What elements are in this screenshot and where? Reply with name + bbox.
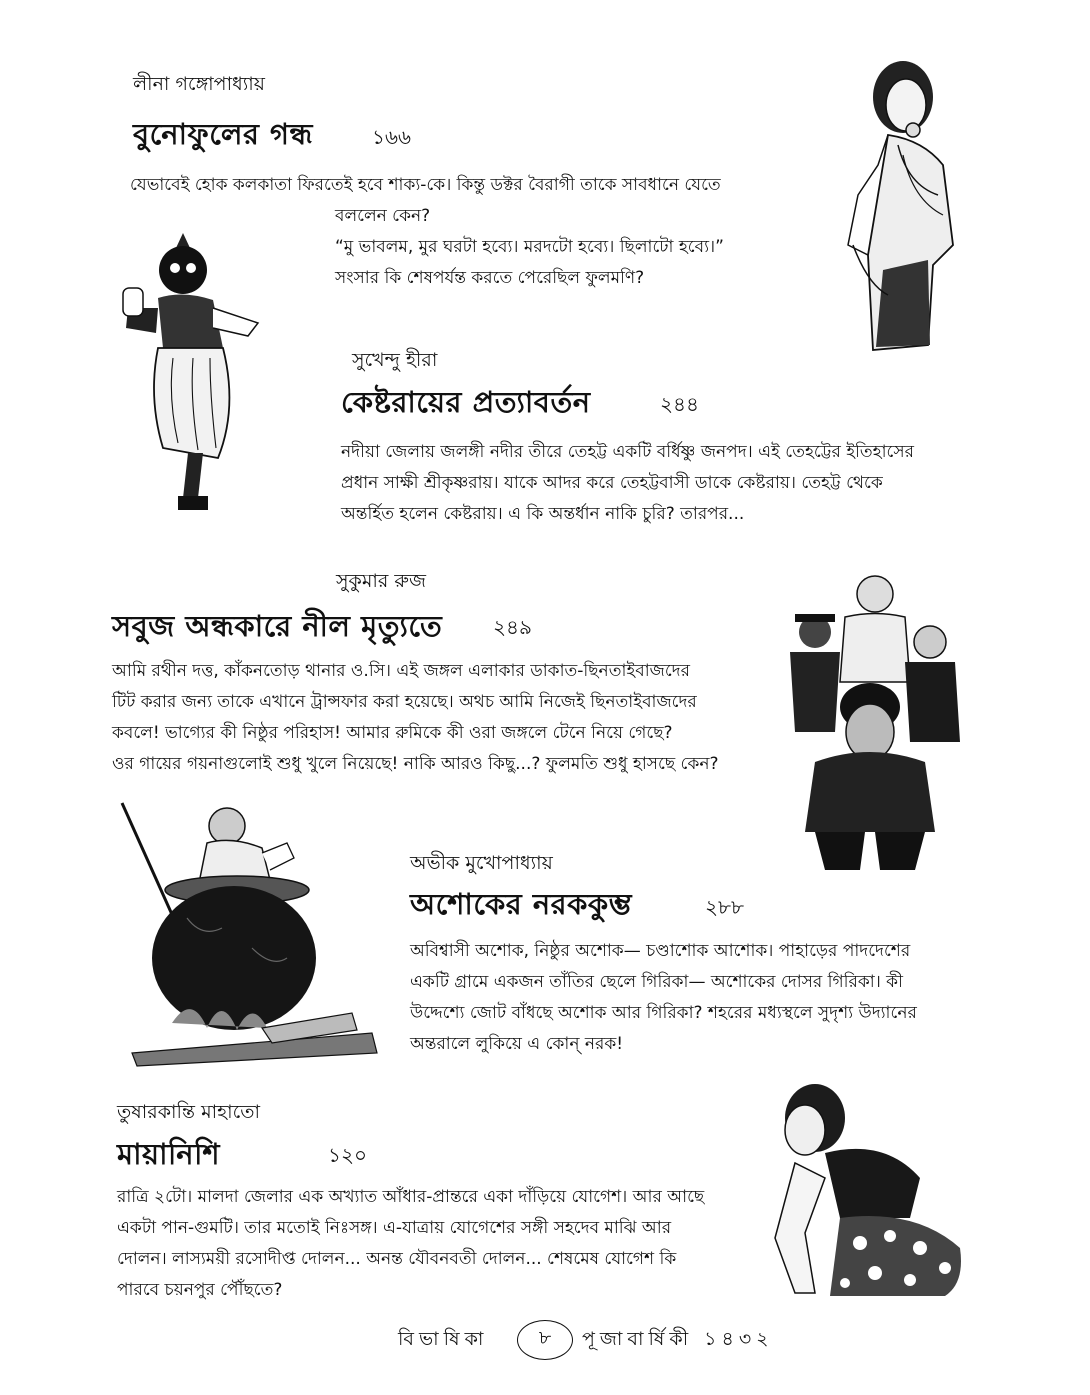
story-5-blurb: [117, 1182, 742, 1306]
story-5-line-1: রাত্রি ২টো। মালদা জেলার এক অখ্যাত আঁধার-প্রান্তরে একা দাঁড়িয়ে যোগেশ। আর আছে: [117, 1187, 705, 1207]
story-1-line-1: যেভাবেই হোক কলকাতা ফিরতেই হবে শাক্য-কে। কিন্তু ডক্টর বৈরাগী তাকে সাবধানে যেতে: [130, 175, 721, 195]
story-2-line-3: অন্তর্হিত হলেন কেষ্টরায়। এ কি অন্তর্ধান নাকি চুরি? তারপর...: [341, 504, 745, 524]
story-1-line-4: সংসার কি শেষপর্যন্ত করতে পেরেছিল ফুলমণি?: [335, 268, 645, 288]
story-2-line-1: নদীয়া জেলায় জলঙ্গী নদীর তীরে তেহট্ট একটি বর্ধিষ্ণু জনপদ। এই তেহট্টের ইতিহাসের: [341, 442, 914, 462]
story-4-line-3: উদ্দেশ্যে জোট বাঁধছে অশোক আর গিরিকা? শহরের মধ্যস্থলে সুদৃশ্য উদ্যানের: [410, 1003, 917, 1023]
footer-page-number-circle: [517, 1320, 573, 1360]
story-3-title: সবুজ অন্ধকারে নীল মৃত্যুতে: [112, 609, 443, 643]
story-4-blurb: [410, 936, 990, 1060]
story-2-page-number: ২৪৪: [660, 392, 699, 416]
footer-issue-name: পূজাবার্ষিকী ১৪৩২: [582, 1328, 774, 1350]
story-3-blurb: [112, 656, 762, 780]
story-2-blurb: [341, 437, 981, 530]
story-3-line-4: ওর গায়ের গয়নাগুলোই শুধু খুলে নিয়েছে! নাকি আরও কিছু...? ফুলমতি শুধু হাসছে কেন?: [112, 754, 719, 774]
story-5-title: মায়ানিশি: [117, 1137, 221, 1171]
story-5-line-2: একটা পান-গুমটি। তার মতোই নিঃসঙ্গ। এ-যাত্রায় যোগেশের সঙ্গী সহদেব মাঝি আর: [117, 1218, 672, 1238]
story-4-page-number: ২৮৮: [705, 895, 744, 919]
story-2-title: কেষ্টরায়ের প্রত্যাবর্তন: [341, 385, 591, 419]
dancing-deity-idol-illustration: [118, 228, 278, 518]
woman-in-saree-illustration: [828, 55, 973, 355]
story-1-author: লীনা গঙ্গোপাধ্যায়: [133, 73, 265, 95]
story-1-line-3: “মু ভাবলম, মুর ঘরটা হব্যে। মরদটো হব্যে। ছিলাটো হব্যে।”: [335, 237, 724, 257]
story-3-line-2: টিট করার জন্য তাকে এখানে ট্রান্সফার করা হয়েছে। অথচ আমি নিজেই ছিনতাইবাজদের: [112, 692, 697, 712]
story-4-title: অশোকের নরককুম্ভ: [410, 887, 633, 921]
story-1-title: বুনোফুলের গন্ধ: [133, 117, 313, 151]
gangsters-group-illustration: [775, 572, 965, 872]
story-1-page-number: ১৬৬: [372, 125, 411, 149]
story-2-author: সুখেন্দু হীরা: [352, 349, 438, 371]
woman-in-floral-saree-illustration: [745, 1068, 970, 1298]
story-5-author: তুষারকান্তি মাহাতো: [117, 1101, 261, 1123]
man-in-cauldron-over-fire-illustration: [112, 798, 392, 1068]
story-1-line-2: বললেন কেন?: [335, 206, 431, 226]
story-5-page-number: ১২০: [328, 1143, 367, 1167]
story-3-page-number: ২৪৯: [493, 615, 532, 639]
story-4-author: অভীক মুখোপাধ্যায়: [410, 852, 553, 874]
story-5-line-4: পারবে চয়নপুর পৌঁছতে?: [117, 1280, 283, 1300]
story-4-line-1: অবিশ্বাসী অশোক, নিষ্ঠুর অশোক— চণ্ডাশোক আশোক। পাহাড়ের পাদদেশের: [410, 941, 911, 961]
footer-page-number: ৮: [538, 1327, 552, 1349]
story-5-line-3: দোলন। লাস্যময়ী রসোদীপ্ত দোলন... অনন্ত যৌবনবতী দোলন... শেষমেষ যোগেশ কি: [117, 1249, 677, 1269]
footer-magazine-name: বিভাষিকা: [398, 1328, 489, 1350]
story-4-line-4: অন্তরালে লুকিয়ে এ কোন্ নরক!: [410, 1034, 624, 1054]
story-3-author: সুকুমার রুজ: [336, 570, 426, 592]
story-3-line-1: আমি রথীন দত্ত, কাঁকনতোড় থানার ও.সি। এই জঙ্গল এলাকার ডাকাত-ছিনতাইবাজদের: [112, 661, 690, 681]
story-3-line-3: কবলে! ভাগ্যের কী নিষ্ঠুর পরিহাস! আমার রুমিকে কী ওরা জঙ্গলে টেনে নিয়ে গেছে?: [112, 723, 673, 743]
story-2-line-2: প্রধান সাক্ষী শ্রীকৃষ্ণরায়। যাকে আদর করে তেহট্টবাসী ডাকে কেষ্টরায়। তেহট্ট থেকে: [341, 473, 883, 493]
story-4-line-2: একটি গ্রামে একজন তাঁতির ছেলে গিরিকা— অশোকের দোসর গিরিকা। কী: [410, 972, 903, 992]
